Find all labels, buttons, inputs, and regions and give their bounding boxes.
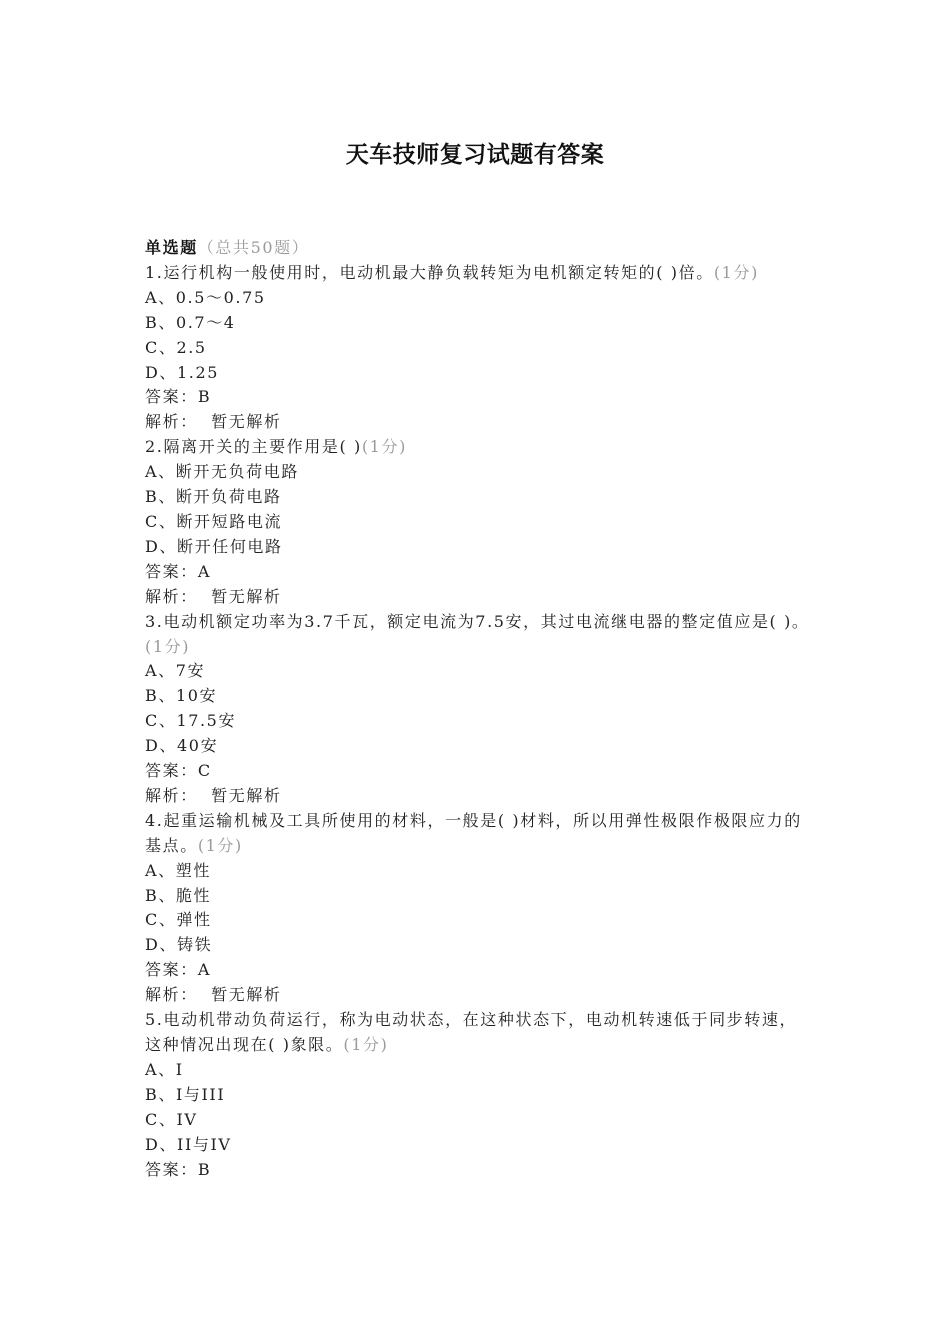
option-a: A、塑性 [145,860,211,880]
answer-label: 答案： [145,387,198,407]
question-text: 3.电动机额定功率为3.7千瓦，额定电流为7.5安，其过电流继电器的整定值应是( )。 [145,611,810,631]
question-stem-5 [145,1008,810,1058]
option-c: C、17.5安 [145,711,237,731]
analysis-value: 暂无解析 [211,412,282,432]
analysis-label: 解析： [145,412,198,432]
option-b: B、0.7～4 [145,312,236,332]
option-d: D、1.25 [145,362,220,382]
option-c: C、断开短路电流 [145,511,283,531]
question-list [145,236,810,1182]
question-text: 2.隔离开关的主要作用是( ) [145,437,362,457]
answer-label: 答案： [145,960,198,980]
option-b: B、10安 [145,686,218,706]
answer-line [145,958,810,983]
analysis-line [145,983,810,1008]
answer-line [145,1158,810,1183]
option-a: A、0.5～0.75 [145,287,266,307]
answer-value: B [197,387,212,407]
option-c: C、弹性 [145,910,212,930]
option-a: A、断开无负荷电路 [145,462,299,482]
option-b: B、脆性 [145,885,212,905]
question-text: 5.电动机带动负荷运行，称为电动状态，在这种状态下，电动机转速低于同步转速，这种情况出现在( )象限。 [145,1010,798,1054]
analysis-line [145,585,810,610]
section-count: （总共50题） [197,238,310,257]
analysis-label: 解析： [145,586,198,606]
option-b: B、断开负荷电路 [145,487,282,507]
question-score: (1分) [343,1035,389,1054]
question-score: (1分) [361,437,407,457]
question-stem-1 [145,261,810,286]
analysis-line [145,784,810,809]
option-a: A、7安 [145,661,206,681]
analysis-value: 暂无解析 [211,785,282,805]
question-score: (1分) [197,835,243,855]
answer-value: A [197,960,211,980]
analysis-value: 暂无解析 [211,586,282,606]
option-b: B、I与III [145,1084,226,1104]
question-score: (1分) [145,636,191,656]
option-a: A、I [145,1059,184,1079]
question-text: 1.运行机构一般使用时，电动机最大静负载转矩为电机额定转矩的( )倍。 [145,262,714,282]
analysis-label: 解析： [145,785,198,805]
question-stem-4 [145,809,810,859]
question-stem-2 [145,435,810,460]
option-d: D、铸铁 [145,935,213,955]
option-c: C、2.5 [145,337,207,357]
answer-value: C [197,761,212,781]
option-c: C、IV [145,1109,198,1129]
answer-value: B [197,1159,212,1179]
question-stem-3 [145,610,810,660]
answer-label: 答案： [145,1159,198,1179]
question-text: 4.起重运输机械及工具所使用的材料，一般是( )材料，所以用弹性极限作极限应力的基点。 [145,810,802,855]
section-heading [145,236,810,261]
option-d: D、40安 [145,736,219,756]
section-label: 单选题 [145,238,198,257]
answer-line [145,759,810,784]
option-d: D、II与IV [145,1134,232,1154]
document-title: 天车技师复习试题有答案 [345,141,605,168]
analysis-value: 暂无解析 [211,985,282,1005]
question-score: (1分) [713,262,759,282]
answer-value: A [197,561,211,581]
answer-line [145,560,810,585]
option-d: D、断开任何电路 [145,536,283,556]
answer-label: 答案： [145,761,198,781]
analysis-label: 解析： [145,985,198,1005]
answer-line [145,385,810,410]
analysis-line [145,410,810,435]
answer-label: 答案： [145,561,198,581]
